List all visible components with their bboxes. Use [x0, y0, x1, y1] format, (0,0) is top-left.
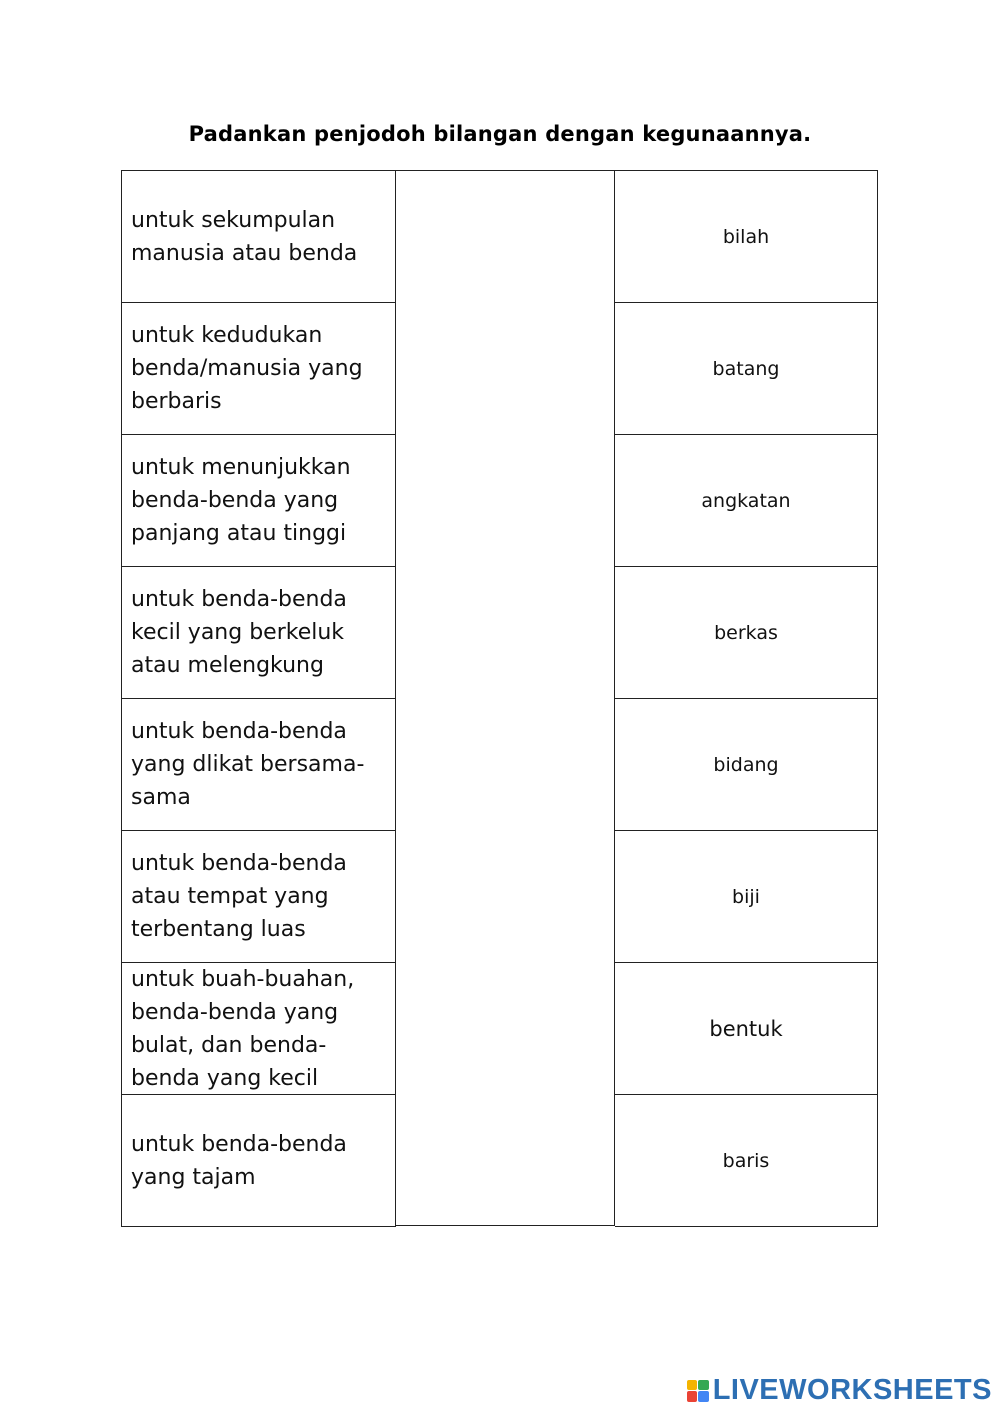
answer-box-bidang[interactable]: bidang — [615, 699, 878, 831]
description-text: untuk benda-benda kecil yang berkeluk atau melengkung — [131, 587, 347, 678]
answer-box-bentuk[interactable]: bentuk — [615, 963, 878, 1095]
description-cell — [121, 1095, 396, 1227]
description-text: untuk benda-benda yang dlikat bersama-sama — [131, 719, 365, 810]
description-cell — [121, 435, 396, 567]
answer-box-baris[interactable]: baris — [615, 1095, 878, 1227]
answer-box-batang[interactable]: batang — [615, 303, 878, 435]
answer-box-bilah[interactable]: bilah — [615, 171, 878, 303]
logo-mark-icon — [687, 1380, 709, 1402]
logo-tile — [698, 1391, 709, 1402]
worksheet-title: Padankan penjodoh bilangan dengan kegunaannya. — [188, 122, 812, 146]
liveworksheets-logo — [687, 1374, 992, 1407]
description-column — [121, 170, 396, 1227]
description-cell — [121, 303, 396, 435]
answer-box-angkatan[interactable]: angkatan — [615, 435, 878, 567]
description-text: untuk kedudukan benda/manusia yang berbaris — [131, 323, 363, 414]
description-cell — [121, 171, 396, 303]
logo-tile — [687, 1391, 698, 1402]
description-text: untuk benda-benda yang tajam — [131, 1131, 347, 1190]
description-text: untuk menunjukkan benda-benda yang panjang atau tinggi — [131, 455, 351, 546]
logo-tile — [698, 1380, 709, 1391]
logo-tile — [687, 1380, 698, 1391]
description-cell — [121, 567, 396, 699]
answer-box-berkas[interactable]: berkas — [615, 567, 878, 699]
description-cell — [121, 963, 396, 1095]
description-text: untuk benda-benda atau tempat yang terbentang luas — [131, 851, 347, 942]
logo-text: LIVEWORKSHEETS — [712, 1374, 992, 1406]
description-cell — [121, 831, 396, 963]
description-cell — [121, 699, 396, 831]
answer-column — [615, 170, 878, 1227]
matching-area[interactable] — [395, 170, 615, 1226]
description-text: untuk buah-buahan, benda-benda yang bulat, dan benda-benda yang kecil — [131, 966, 355, 1091]
description-text: untuk sekumpulan manusia atau benda — [131, 207, 358, 266]
answer-box-biji[interactable]: biji — [615, 831, 878, 963]
